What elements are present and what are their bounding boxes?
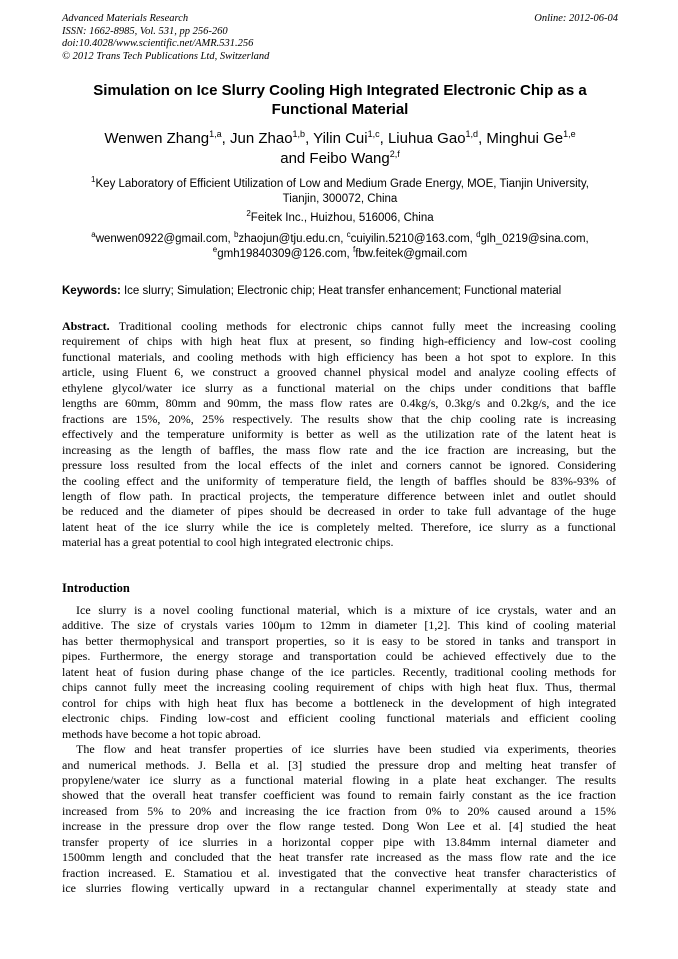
- section-heading-introduction: Introduction: [62, 581, 130, 595]
- author-line: Wenwen Zhang$^{1,a}$, Jun Zhao$^{1,b}$, Yilin Cui$^{1,c}$, Liuhua Gao$^{1,d}$, Minghui Ge$^{1,e}$: [104, 129, 576, 147]
- abstract-line: be reduced and the diameter of pipes should be decreased in order to take full advantage of the huge: [62, 504, 616, 519]
- paragraph-line: propylene/water ice slurry as a functional material flowing in a plate heat exchanger. The results: [62, 772, 616, 787]
- paragraph-line: and numerical methods. J. Bella et al. [3] studied the pressure drop and melting heat transfer of: [62, 757, 616, 772]
- abstract-line: increasing as the length of baffles, the mass flow rate and the ice fraction are increasing, but the: [62, 442, 616, 457]
- author-name: Liuhua Gao: [387, 130, 466, 147]
- title-line: Functional Material: [271, 101, 409, 118]
- abstract-line: pressure loss resulted from the local effects of the inlet and corners cannot be ignored. Considering: [62, 458, 616, 473]
- paragraph-line: 1500mm length and concluded that the heat transfer rate increased as the mass flow rate and the ice: [62, 850, 616, 865]
- author-affil-mark: 1,e: [563, 129, 576, 139]
- abstract-line: article, using Fluent 6, we construct a grooved channel physical model and analyze cooling effects of: [62, 365, 616, 380]
- email-address[interactable]: fbw.feitek@gmail.com: [355, 248, 468, 260]
- abstract-line: ethylene glycol/water ice slurry as a functional material on the chips under conditions that baffle: [62, 380, 616, 395]
- affiliation-text: Tianjin, 300072, China: [282, 193, 398, 205]
- journal-doi: doi:10.4028/www.scientific.net/AMR.531.256: [62, 38, 254, 49]
- paragraph-line: showed that the overall heat transfer coefficient was found to remain fairly constant as the ice fraction: [62, 788, 616, 803]
- author-name: Jun Zhao: [230, 130, 293, 147]
- author-affil-mark: 2,f: [389, 149, 400, 159]
- journal-name: Advanced Materials Research: [62, 13, 189, 24]
- abstract-label: Abstract.: [62, 319, 110, 333]
- paragraph-line: ice slurries flowing vertically upward in a rectangular channel experimentally at steady state and: [62, 881, 616, 896]
- author-list: [62, 129, 618, 169]
- author-name: Yilin Cui: [313, 130, 368, 147]
- affiliation-text: Key Laboratory of Efficient Utilization of Low and Medium Grade Energy, MOE, Tianjin University,: [95, 178, 589, 190]
- abstract-line: effectively and the temperature uniformity is better as well as the utilization rate of the latent heat is: [62, 427, 616, 442]
- author-affil-mark: 1,a: [209, 129, 222, 139]
- journal-issn: ISSN: 1662-8985, Vol. 531, pp 256-260: [62, 25, 228, 37]
- paragraph-line: control for chips with high heat flux has become a bottleneck in the development of high integrated: [62, 695, 616, 710]
- email-address[interactable]: cuiyilin.5210@163.com,: [350, 233, 477, 245]
- paragraph-line: chips cannot fully meet the increasing cooling requirement of chips with high heat flux. Thus, thermal: [62, 680, 616, 695]
- author-affil-mark: 1,c: [367, 129, 380, 139]
- abstract-line: material has a great potential to cool high integrated electronic chips.: [62, 535, 394, 550]
- author-name: Wenwen Zhang: [104, 130, 210, 147]
- journal-header: [62, 13, 618, 63]
- author-line: [62, 149, 618, 169]
- abstract-line: length of flow path. In practical projects, the temperature difference between inlet and outlet should: [62, 488, 616, 503]
- paragraph-line: latent heat of fusion during phase change of the ice particles. Recently, traditional cooling methods for: [62, 664, 616, 679]
- email-address[interactable]: wenwen0922@gmail.com,: [95, 233, 234, 245]
- paper-title: [62, 81, 618, 119]
- abstract: [62, 319, 616, 551]
- affiliation-text: Feitek Inc., Huizhou, 516006, China: [250, 212, 434, 224]
- paragraph-line: fraction increased. E. Stamatiou et al. investigated that the convective heat transfer characteristics of: [62, 865, 616, 880]
- journal-copyright: © 2012 Trans Tech Publications Ltd, Switzerland: [62, 50, 270, 62]
- paragraph-line: pipes. Furthermore, the energy storage and transportation could be achieved effectively due to the: [62, 649, 616, 664]
- affiliation-1: [62, 177, 618, 207]
- affiliation-mark: 1: [91, 175, 96, 185]
- abstract-line: latent heat of the ice slurry while the ice is completely melted. Therefore, ice slurry as a functional: [62, 519, 616, 534]
- abstract-line: fractions are 15%, 20%, 25% respectively. The results show that the chip cooling rate is increasing: [62, 411, 616, 426]
- abstract-line: requirement of chips with high heat flux at present, so finding high-efficiency and low-cost cooling: [62, 334, 616, 349]
- paragraph-line: electronic chips. Finding low-cost and efficient cooling functional materials and efficient cooling: [62, 711, 616, 726]
- abstract-line: Abstract. Traditional cooling methods for electronic chips cannot fully meet the increasing cooling: [62, 319, 616, 333]
- author-name: and Feibo Wang: [280, 150, 390, 167]
- author-affil-mark: 1,d: [465, 129, 479, 139]
- paragraph-line: methods have become a hot topic abroad.: [62, 726, 261, 741]
- paragraph-line: transfer property of ice slurries in a horizontal copper pipe with 13.84mm internal diameter and: [62, 834, 616, 849]
- affiliation-mark: 2: [246, 209, 251, 219]
- abstract-line: functional materials, and cooling methods with high efficiency has been a hot spot to explore. In this: [62, 349, 616, 364]
- email-list: $^a$wenwen0922@gmail.com, $^b$zhaojun@tju.edu.cn, $^c$cuiyilin.5210@163.com, $^d$glh_0219@sina.com, $^e$gmh19840309@126.com, $^f$fbw.feitek@gmail.com: [91, 230, 589, 260]
- email-address[interactable]: gmh19840309@126.com,: [217, 248, 353, 260]
- affiliation-2: [62, 211, 618, 226]
- title-line: Simulation on Ice Slurry Cooling High Integrated Electronic Chip as a: [93, 82, 587, 99]
- paragraph-line: increase in the pressure drop over the flow range tested. Dong Won Lee et al. [4] studied the heat: [62, 819, 616, 834]
- paragraph-line: The flow and heat transfer properties of ice slurries have been studied via experiments, theories: [76, 742, 616, 757]
- paragraph-line: increased from 5% to 20% and increasing the ice fraction from 0% to 20% caused around a 15%: [62, 803, 616, 818]
- introduction-body: [62, 603, 616, 897]
- paragraph-line: has better thermophysical and transport properties, so it is easy to be stored in tanks and transport in: [62, 633, 616, 648]
- email-address[interactable]: zhaojun@tju.edu.cn,: [238, 233, 347, 245]
- keywords: [62, 284, 618, 299]
- keywords-text: Ice slurry; Simulation; Electronic chip; Heat transfer enhancement; Functional material: [120, 285, 562, 297]
- keywords-label: Keywords:: [62, 285, 121, 297]
- author-affil-mark: 1,b: [292, 129, 306, 139]
- author-name: Minghui Ge: [486, 130, 564, 147]
- abstract-line: lengths are 60mm, 80mm and 90mm, the mass flow rates are 0.4kg/s, 0.3kg/s and 0.2kg/s, and the ice: [62, 396, 616, 411]
- abstract-line: the cooling effect and the uniformity of temperature field, the length of baffles should be 83%-93% of: [62, 473, 616, 488]
- online-date: Online: 2012-06-04: [534, 13, 618, 24]
- paragraph-line: additive. The size of crystals varies 100μm to 12mm in diameter [1,2]. This kind of cooling material: [62, 618, 616, 633]
- email-address[interactable]: glh_0219@sina.com,: [480, 233, 589, 245]
- paragraph-line: Ice slurry is a novel cooling functional material, which is a mixture of ice crystals, water and an: [76, 603, 616, 617]
